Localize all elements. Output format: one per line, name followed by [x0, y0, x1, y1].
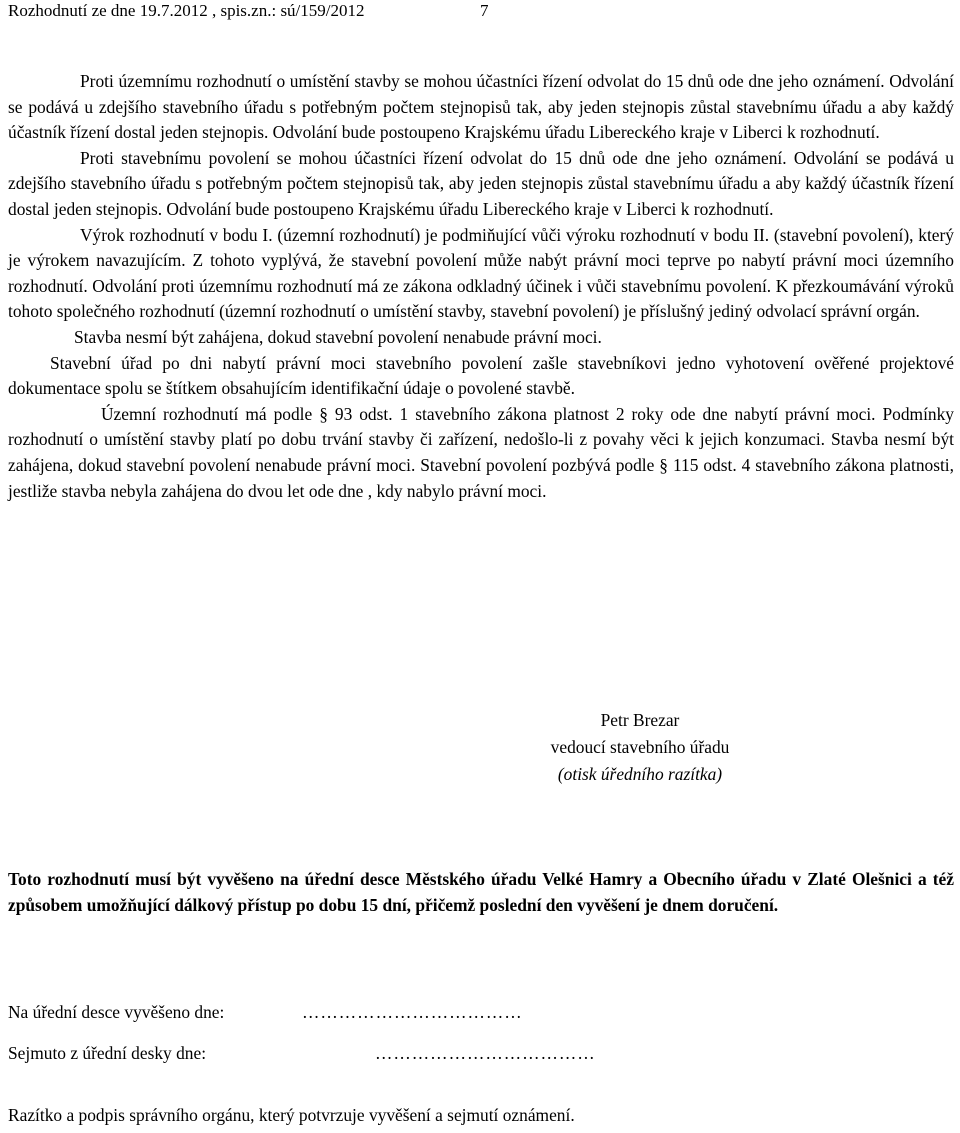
paragraph-validity: Územní rozhodnutí má podle § 93 odst. 1 stavebního zákona platnost 2 roky ode dne nabytí právní moci. Podmínky rozhodnutí o umístění stavby platí po dobu trvání stavby či zařízení, nedošlo-li z povahy věci k jejich konzumaci. Stavba nesmí být zahájena, dokud stavební povolení nenabude právní moci. Stavební povolení pozbývá podle § 115 odst. 4 stavebního zákona platnosti, jestliže stavba nebyla zahájena do dvou let ode dne , kdy nabylo právní moci.: [8, 403, 954, 501]
signature-block: [430, 707, 850, 788]
posting-notice: Toto rozhodnutí musí být vyvěšeno na úřední desce Městského úřadu Velké Hamry a Obecního úřadu v Zlaté Olešnici a též způsobem umožňující dálkový přístup po dobu 15 dní, přičemž poslední den vyvěšení je dnem doručení.: [8, 869, 954, 915]
paragraph-construction-start: Stavba nesmí být zahájena, dokud stavební povolení nenabude právní moci.: [74, 326, 602, 347]
signatory-title: vedoucí stavebního úřadu: [550, 737, 730, 757]
paragraph-appeal-zoning: Proti územnímu rozhodnutí o umístění stavby se mohou účastníci řízení odvolat do 15 dnů ode dne jeho oznámení. Odvolání se podává u zdejšího stavebního úřadu s potřebným počtem stejnopisů tak, aby jeden stejnopis zůstal stavebnímu úřadu a aby každý účastník řízení dostal jeden stejnopis. Odvolání bude postoupeno Krajskému úřadu Libereckého kraje v Liberci k rozhodnutí.: [8, 71, 954, 143]
posted-label: Na úřední desce vyvěšeno dne:: [8, 1002, 225, 1022]
page-header: [8, 0, 498, 22]
paragraph-documentation: Stavební úřad po dni nabytí právní moci stavebního povolení zašle stavebníkovi jedno vyhotovení ověřené projektové dokumentace spolu se štítkem obsahujícím identifikační údaje o povolené stavbě.: [8, 352, 954, 399]
signatory-name: Petr Brezar: [600, 710, 680, 730]
header-reference: Rozhodnutí ze dne 19.7.2012 , spis.zn.: sú/159/2012: [8, 1, 365, 20]
paragraph-verdict-relation: Výrok rozhodnutí v bodu I. (územní rozhodnutí) je podmiňující vůči výroku rozhodnutí v bodu II. (stavební povolení), který je výrokem navazujícím. Z tohoto vyplývá, že stavební povolení může nabýt právní moci teprve po nabytí právní moci územního rozhodnutí. Odvolání proti územnímu rozhodnutí má ze zákona odkladný účinek i vůči stavebnímu povolení. K přezkoumávání výroků tohoto společného rozhodnutí (územní rozhodnutí o umístění stavby, stavební povolení) je příslušný jediný odvolací správní orgán.: [8, 224, 954, 322]
page-number: 7: [480, 1, 489, 20]
document-body: [8, 69, 954, 504]
removed-label: Sejmuto z úřední desky dne:: [8, 1043, 207, 1063]
stamp-signature-label: Razítko a podpis správního orgánu, který potvrzuje vyvěšení a sejmutí oznámení.: [8, 1105, 575, 1125]
removed-date-dots: ………………………………: [375, 1043, 596, 1063]
stamp-placeholder: (otisk úředního razítka): [557, 764, 723, 784]
posted-date-dots: ………………………………: [302, 1002, 523, 1022]
paragraph-appeal-building: Proti stavebnímu povolení se mohou účastníci řízení odvolat do 15 dnů ode dne jeho oznámení. Odvolání se podává u zdejšího stavebního úřadu s potřebným počtem stejnopisů tak, aby jeden stejnopis zůstal stavebnímu úřadu a aby každý účastník řízení dostal jeden stejnopis. Odvolání bude postoupeno Krajskému úřadu Libereckého kraje v Liberci k rozhodnutí.: [8, 147, 954, 219]
